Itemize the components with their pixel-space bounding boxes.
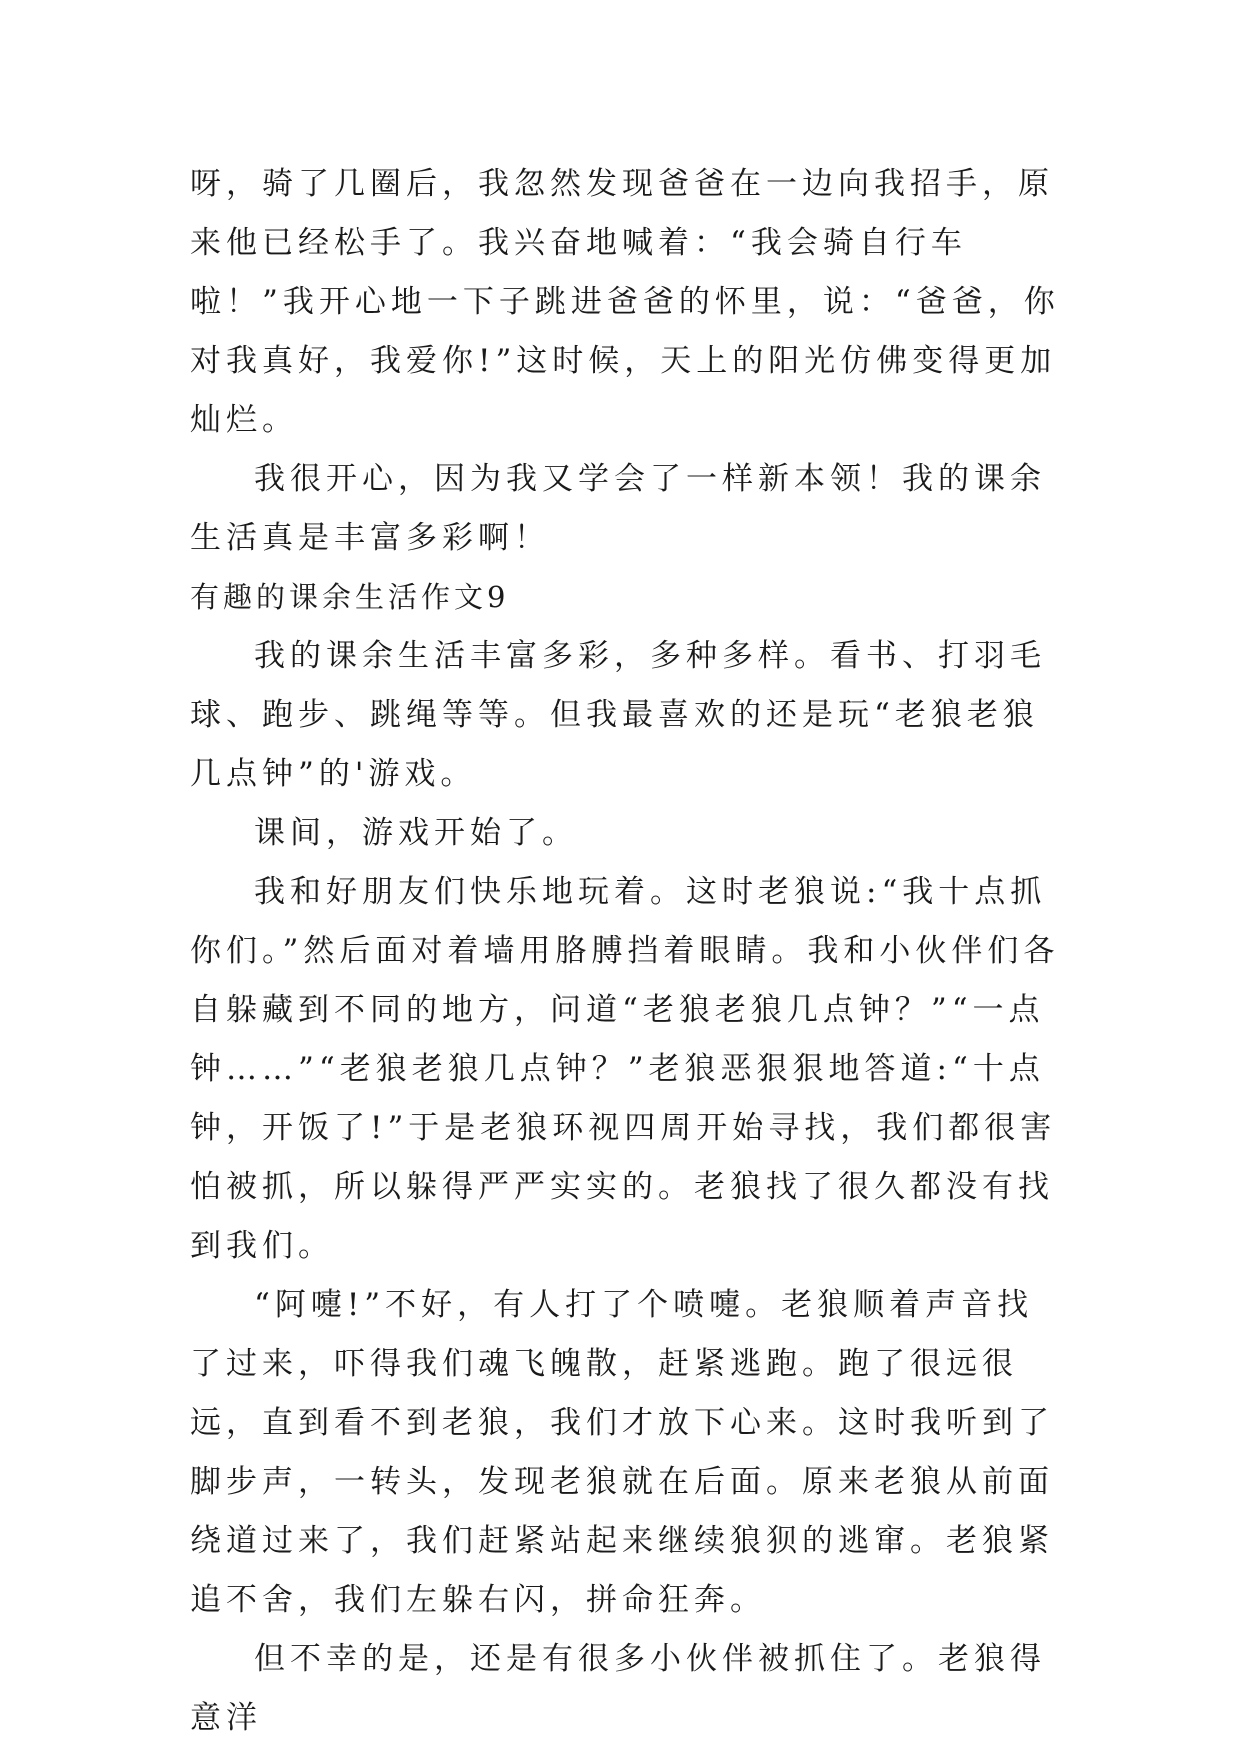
paragraph-sneeze: “阿嚏!”不好，有人打了个喷嚏。老狼顺着声音找了过来，吓得我们魂飞魄散，赶紧逃跑。跑了很远很远，直到看不到老狼，我们才放下心来。这时我听到了脚步声，一转头，发现老狼就在后面。原来老狼从前面绕道过来了，我们赶紧站起来继续狼狈的逃窜。老狼紧追不舍，我们左躲右闪，拼命狂奔。 (190, 1287, 1054, 1618)
paragraph-caught: 但不幸的是，还是有很多小伙伴被抓住了。老狼得意洋 (190, 1641, 1046, 1736)
paragraph-game-play: 我和好朋友们快乐地玩着。这时老狼说:“我十点抓你们。”然后面对着墙用胳膊挡着眼睛。我和小伙伴们各自躲藏到不同的地方，问道“老狼老狼几点钟？”“一点钟……”“老狼老狼几点钟？”老狼恶狠狠地答道:“十点钟，开饭了!”于是老狼环视四周开始寻找，我们都很害怕被抓，所以躲得严严实实的。老狼找了很久都没有找到我们。 (190, 874, 1060, 1264)
section-heading: 有趣的课余生活作文9 (190, 580, 510, 614)
paragraph-closing: 我很开心，因为我又学会了一样新本领！我的课余生活真是丰富多彩啊！ (190, 461, 1046, 556)
paragraph-game-start: 课间，游戏开始了。 (254, 815, 578, 851)
document-body (190, 155, 1060, 1748)
paragraph-intro: 我的课余生活丰富多彩，多种多样。看书、打羽毛球、跑步、跳绳等等。但我最喜欢的还是玩“老狼老狼几点钟”的'游戏。 (190, 638, 1046, 792)
paragraph-continuation: 呀，骑了几圈后，我忽然发现爸爸在一边向我招手，原来他已经松手了。我兴奋地喊着：“我会骑自行车啦！”我开心地一下子跳进爸爸的怀里，说：“爸爸，你对我真好，我爱你!”这时候，天上的阳光仿佛变得更加灿烂。 (190, 166, 1060, 438)
